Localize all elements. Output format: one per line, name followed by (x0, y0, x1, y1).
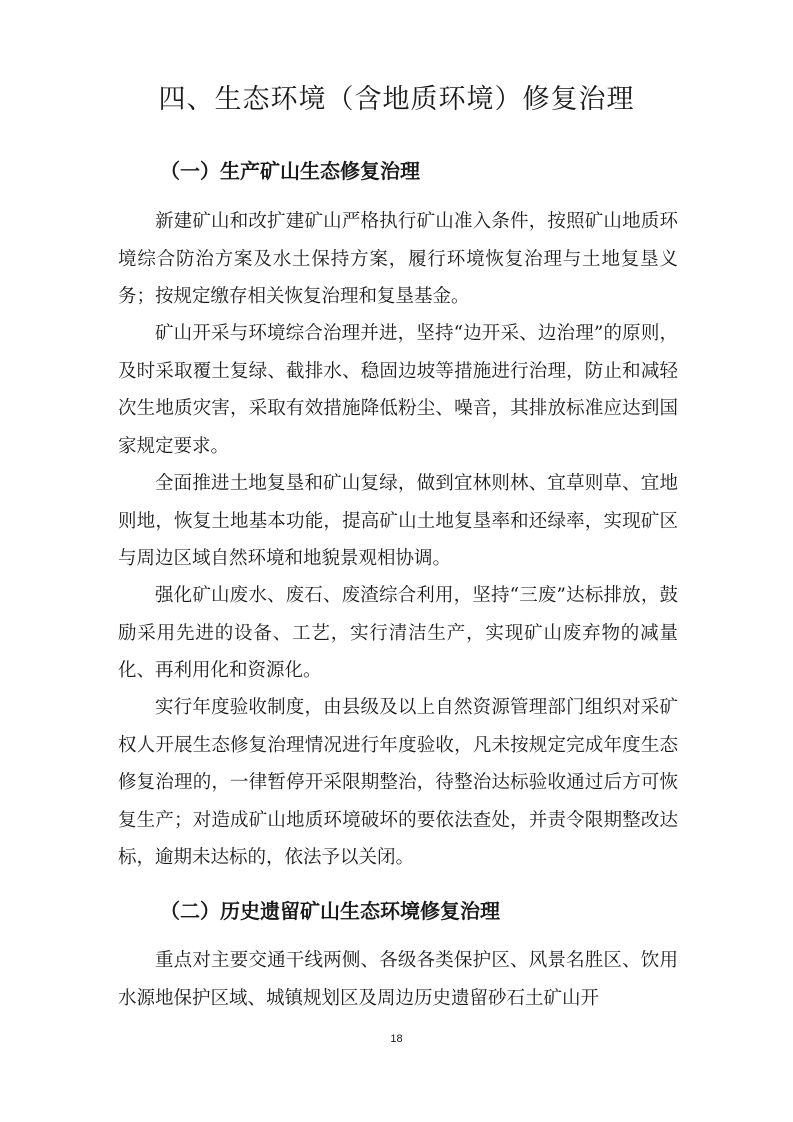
paragraph-2: 矿山开采与环境综合治理并进，坚持“边开采、边治理”的原则，及时采取覆土复绿、截排水、稳固边坡等措施进行治理，防止和减轻次生地质灾害，采取有效措施降低粉尘、噪音，其排放标准应达到国家规定要求。 (118, 323, 678, 457)
section-heading-2: （二）历史遗留矿山生态环境修复治理 (160, 899, 500, 923)
paragraph-3: 全面推进土地复垦和矿山复绿，做到宜林则林、宜草则草、宜地则地，恢复土地基本功能，提高矿山土地复垦率和还绿率，实现矿区与周边区域自然环境和地貌景观相协调。 (118, 473, 678, 569)
page-number: 18 (390, 1033, 403, 1045)
paragraph-4: 强化矿山废水、废石、废渣综合利用，坚持“三废”达标排放，鼓励采用先进的设备、工艺，实行清洁生产，实现矿山废弃物的减量化、再利用化和资源化。 (118, 585, 678, 681)
section-heading-1: （一）生产矿山生态修复治理 (160, 159, 420, 183)
page-title: 四、生态环境（含地质环境）修复治理 (158, 84, 635, 115)
paragraph-5: 实行年度验收制度，由县级及以上自然资源管理部门组织对采矿权人开展生态修复治理情况进行年度验收，凡未按规定完成年度生态修复治理的，一律暂停开采限期整治，待整治达标验收通过后方可恢复生产；对造成矿山地质环境破坏的要依法查处，并责令限期整改达标，逾期未达标的，依法予以关闭。 (118, 697, 678, 868)
paragraph-6: 重点对主要交通干线两侧、各级各类保护区、风景名胜区、饮用水源地保护区域、城镇规划区及周边历史遗留砂石土矿山开 (118, 950, 678, 1009)
paragraph-1: 新建矿山和改扩建矿山严格执行矿山准入条件，按照矿山地质环境综合防治方案及水土保持方案，履行环境恢复治理与土地复垦义务；按规定缴存相关恢复治理和复垦基金。 (118, 211, 678, 307)
